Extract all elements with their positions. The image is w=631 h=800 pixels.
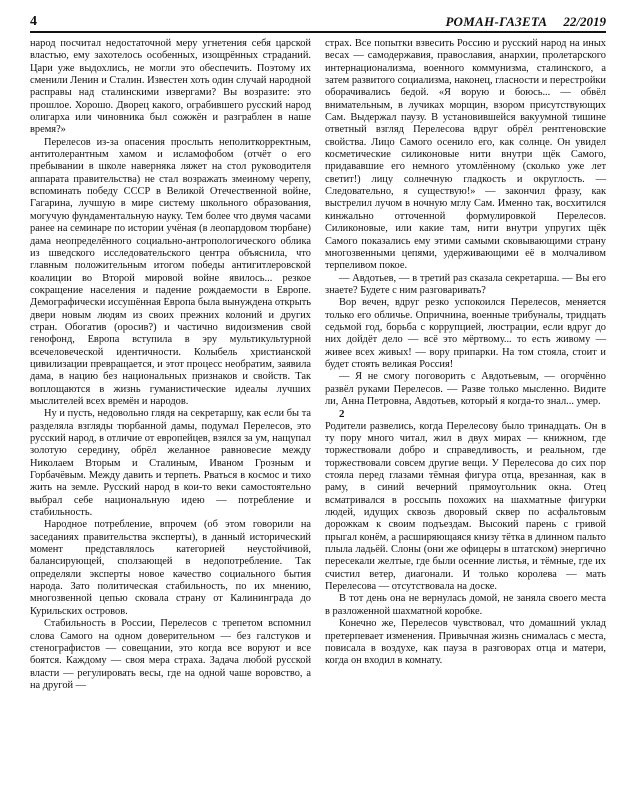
paragraph: Стабильность в России, Перелесов с трепетом вспомнил слова Самого на одном доверительном — без галстуков и стенографистов — совещании, это когда все воруют и все боятся. Каждому — своя мера страха. Задача любой русской власти — регулировать весы, где на одной чаше воровство, а на другой — bbox=[30, 618, 311, 691]
paragraph: — Авдотьев, — в третий раз сказала секретарша. — Вы его знаете? Будете с ним разговаривать? bbox=[325, 272, 606, 296]
header-publication bbox=[445, 14, 606, 30]
left-column bbox=[30, 38, 311, 692]
page-header bbox=[30, 0, 606, 32]
paragraph: Конечно же, Перелесов чувствовал, что домашний уклад претерпевает изменения. Привычная жизнь снималась с места, повисала в воздухе, как пауза в разговорах отца и матери, когда он входил в комнату. bbox=[325, 618, 606, 667]
paragraph: Родители развелись, когда Перелесову было тринадцать. Он в ту пору много читал, жил в двух мирах — книжном, где торжествовали добро и справедливость, и реальном, где торжествовали совсем другие вещи. У Перелесова до сих пор стояла перед глазами тёмная фигура отца, врезанная, как в раму, в синий вечерний прямоугольник окна. Отец всматривался в россыпь похожих на шахматные фигурки людей, идущих сквозь дворовый сквер по асфальтовым дорожкам к своим подъездам. Высокий парень с гривой прыгал конём, а расширяющаяся книзу тётка в длинном пальто плыла ладьёй. Слоны (они же офицеры в штатском) энергично пересекали желтые, где были осенние листья, и тёмные, где их счистил ветер, диагонали. И только королева — мать Перелесова — отсутствовала на доске. bbox=[325, 420, 606, 593]
paragraph: народ посчитал недостаточной меру угнетения себя царской властью, ему захотелось особенных, изощрённых страданий. Цари уже выдохлись, не могли это обеспечить. Поэтому их сменили Ленин и Сталин. Известен хоть один случай народной расправы над сталинскими извергами? Вы возразите: это прошлое. Хорошо. Дворец какого, ограбившего русский народ олигарха или чиновника был сожжён и разграблен в наше время?» bbox=[30, 38, 311, 136]
page-number: 4 bbox=[30, 14, 37, 29]
paragraph: — Я не смогу поговорить с Авдотьевым, — огорчённо развёл руками Перелесов. — Разве только мысленно. Видите ли, Анна Петровна, Авдотьев, который я когда-то знал... умер. bbox=[325, 371, 606, 407]
paragraph: Перелесов из-за опасения прослыть неполиткорректным, антитолерантным хамом и исламофобом (отчёт о его пребывании в школе наверняка ляжет на стол руководителя аппарата правительства) не стал возражать змеиному черепу, вспоминать победу СССР в Великой Отечественной войне, Гагарина, лучшую в мире систему школьного образования, могучую фундаментальную науку. Тем более что двумя часами ранее на семинаре по истории учёная (в леопардовом тюрбане) дама неопределённого социально-антропологического облика из шведского исследовательского центра объяснила, что главным положительным итогом победы антигитлеровской коалиции во Второй мировой войне явилось... резкое сокращение населения и падение рождаемости в Европе. Демографически иссушённая Европа была вынуждена открыть двери новым людям из своих прежних колоний и других стран. Обогатив (оросив?) и частично видоизменив свой генофонд, Европа вступила в эру мультикультурной всечеловеческой идентичности. Колыбель христианской цивилизации превращается, и этот процесс необратим, заявила дама, в нацию без национальных признаков и свойств. Так воплощаются в жизнь гуманистические идеалы лучших мыслителей всех времён и народов. bbox=[30, 136, 311, 407]
paragraph: Вор вечен, вдруг резко успокоился Перелесов, меняется только его обличье. Опричнина, военные трибуналы, тридцать седьмой год, борьба с коррупцией, люстрации, если вдруг до них дойдёт дело — всё это мёртвому... то есть живому — живее всех живых! — вору припарки. На том стояла, стоит и будет стоять великая Россия! bbox=[325, 297, 606, 370]
right-column bbox=[325, 38, 606, 692]
section-number: 2 bbox=[339, 408, 345, 421]
paragraph: Народное потребление, впрочем (об этом говорили на заседаниях правительства эксперты), в данный исторический момент представлялось категорией неустойчивой, балансирующей, сползающей в недопотребление. Так определяли эксперты новое качество социального бытия народа. Зато политическая стабильность, по их мнению, многозвенной цепью сковала страну от Калининграда до Курильских островов. bbox=[30, 519, 311, 617]
paragraph: Ну и пусть, недовольно глядя на секретаршу, как если бы та разделяла взгляды тюрбанной дамы, подумал Перелесов, это русский народ, в отличие от европейцев, взялся за ум, нащупал золотую середину, обрёл желанное равновесие между Николаем Вторым и Сталиным, Иваном Грозным и Горбачёвым. Между давить и терпеть. Рваться в космос и тихо жить на земле. Русский народ в кои-то веки самостоятельно выбрал себе национальную идею — потребление и стабильность. bbox=[30, 408, 311, 519]
paragraph: В тот день она не вернулась домой, не заняла своего места в разложенной шахматной коробке. bbox=[325, 593, 606, 617]
text-columns bbox=[30, 38, 606, 692]
magazine-title: РОМАН-ГАЗЕТА bbox=[445, 14, 548, 29]
header-rule bbox=[30, 31, 606, 33]
issue-number: 22/2019 bbox=[563, 14, 606, 29]
paragraph: страх. Все попытки взвесить Россию и русский народ на иных весах — самодержавия, православия, анархии, пролетарского интернационализма, военного коммунизма, сталинского, а затем развитого социализма, наконец, гласности и перестройки оборачивались бедой. «Я ворую и боюсь... — обвёл внимательным, в лучиках морщин, взором присутствующих Сам. Выдержал паузу. В установившейся вакуумной тишине ответный взгляд Перелесова вдруг обрёл рентгеновские свойства. Лицо Самого осенило его, как солнце. Он увидел косметические силиконовые нити внутри щёк Самого, придававшие его немного утомлённому (сколько уже лет светит!) лицу солнечную гладкость и округлость. — Следовательно, я существую!» — закончил фразу, как выстрелил лучом в ночную мглу Сам. Именно так, восхитился кинжально отточенной формулировкой Перелесов. Силиконовые, или какие там, нити внутри упругих щёк Самого показались ему этими самыми сковывающими страну многозвенными цепями, удерживающими её в молчаливом терпеливом покое. bbox=[325, 38, 606, 272]
